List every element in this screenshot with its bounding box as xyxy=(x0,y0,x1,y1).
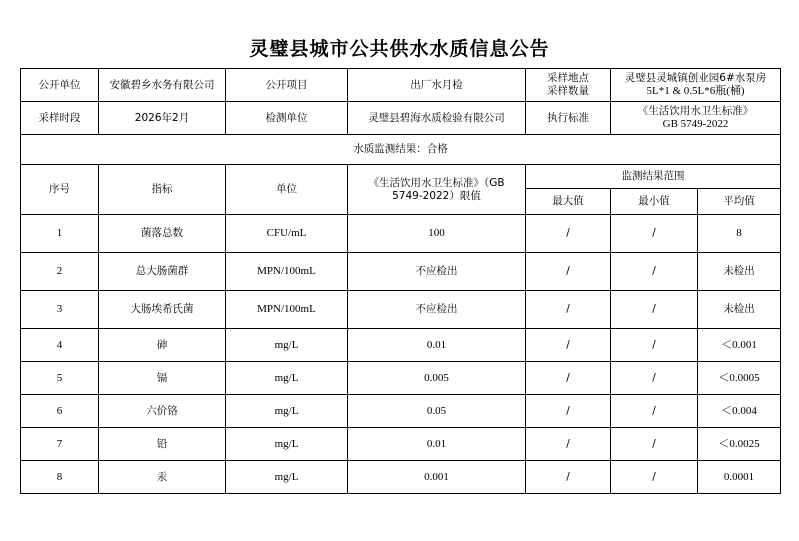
row-max: / xyxy=(526,395,611,428)
row-limit: 0.01 xyxy=(348,428,526,461)
table-row xyxy=(21,329,781,362)
row-no: 1 xyxy=(21,215,99,253)
row-min: / xyxy=(611,215,698,253)
row-no: 6 xyxy=(21,395,99,428)
row-unit: MPN/100mL xyxy=(226,291,348,329)
row-indicator: 总大肠菌群 xyxy=(99,253,226,291)
row-avg: ＜0.004 xyxy=(698,395,781,428)
row-indicator: 大肠埃希氏菌 xyxy=(99,291,226,329)
standard-line-1: 《生活饮用水卫生标准》 xyxy=(637,105,754,117)
standard-line-2: GB 5749-2022 xyxy=(662,118,729,130)
info-row-2 xyxy=(21,102,781,135)
publisher-label: 公开单位 xyxy=(21,69,99,102)
table-row xyxy=(21,253,781,291)
row-no: 3 xyxy=(21,291,99,329)
row-no: 8 xyxy=(21,461,99,494)
table-row xyxy=(21,395,781,428)
row-indicator: 镉 xyxy=(99,362,226,395)
row-limit: 0.05 xyxy=(348,395,526,428)
header-min: 最小值 xyxy=(611,189,698,215)
sampling-site-label: 采样地点 xyxy=(547,72,589,84)
item-value: 出厂水月检 xyxy=(348,69,526,102)
row-limit: 0.001 xyxy=(348,461,526,494)
standard-value xyxy=(611,102,781,135)
row-no: 5 xyxy=(21,362,99,395)
row-unit: CFU/mL xyxy=(226,215,348,253)
row-indicator: 六价铬 xyxy=(99,395,226,428)
row-max: / xyxy=(526,428,611,461)
header-row-1 xyxy=(21,165,781,189)
time-label: 采样时段 xyxy=(21,102,99,135)
row-indicator: 汞 xyxy=(99,461,226,494)
publisher-value: 安徽碧乡水务有限公司 xyxy=(99,69,226,102)
table-row xyxy=(21,291,781,329)
row-min: / xyxy=(611,362,698,395)
row-avg: 未检出 xyxy=(698,291,781,329)
row-unit: mg/L xyxy=(226,329,348,362)
row-min: / xyxy=(611,461,698,494)
row-max: / xyxy=(526,291,611,329)
row-avg: ＜0.0005 xyxy=(698,362,781,395)
header-max: 最大值 xyxy=(526,189,611,215)
row-max: / xyxy=(526,215,611,253)
row-min: / xyxy=(611,395,698,428)
sampling-qty-value: 5L*1 & 0.5L*6瓶(桶) xyxy=(646,85,745,97)
row-limit: 0.005 xyxy=(348,362,526,395)
header-limit: 《生活饮用水卫生标准》（GB 5749-2022）限值 xyxy=(348,165,526,215)
row-no: 4 xyxy=(21,329,99,362)
row-limit: 不应检出 xyxy=(348,253,526,291)
row-max: / xyxy=(526,362,611,395)
sampling-values xyxy=(611,69,781,102)
row-avg: ＜0.0025 xyxy=(698,428,781,461)
row-unit: mg/L xyxy=(226,461,348,494)
lab-value: 灵璧县碧海水质检验有限公司 xyxy=(348,102,526,135)
row-no: 2 xyxy=(21,253,99,291)
row-limit: 不应检出 xyxy=(348,291,526,329)
row-unit: mg/L xyxy=(226,428,348,461)
row-max: / xyxy=(526,253,611,291)
header-avg: 平均值 xyxy=(698,189,781,215)
standard-label: 执行标准 xyxy=(526,102,611,135)
row-max: / xyxy=(526,329,611,362)
result-row xyxy=(21,135,781,165)
lab-label: 检测单位 xyxy=(226,102,348,135)
table-row xyxy=(21,428,781,461)
sampling-labels xyxy=(526,69,611,102)
row-indicator: 铅 xyxy=(99,428,226,461)
sampling-site-value: 灵璧县灵城镇创业园6#水泵房 xyxy=(624,72,767,84)
row-min: / xyxy=(611,428,698,461)
item-label: 公开项目 xyxy=(226,69,348,102)
row-unit: MPN/100mL xyxy=(226,253,348,291)
row-avg: ＜0.001 xyxy=(698,329,781,362)
table-row xyxy=(21,215,781,253)
time-value: 2026年2月 xyxy=(99,102,226,135)
row-no: 7 xyxy=(21,428,99,461)
header-range: 监测结果范围 xyxy=(526,165,781,189)
sampling-qty-label: 采样数量 xyxy=(547,85,589,97)
row-avg: 未检出 xyxy=(698,253,781,291)
row-unit: mg/L xyxy=(226,395,348,428)
row-max: / xyxy=(526,461,611,494)
row-min: / xyxy=(611,291,698,329)
row-avg: 8 xyxy=(698,215,781,253)
water-quality-table xyxy=(20,68,781,494)
info-row-1 xyxy=(21,69,781,102)
header-indicator: 指标 xyxy=(99,165,226,215)
row-min: / xyxy=(611,253,698,291)
header-no: 序号 xyxy=(21,165,99,215)
row-limit: 100 xyxy=(348,215,526,253)
page-title: 灵璧县城市公共供水水质信息公告 xyxy=(249,38,550,60)
row-indicator: 菌落总数 xyxy=(99,215,226,253)
row-min: / xyxy=(611,329,698,362)
row-indicator: 砷 xyxy=(99,329,226,362)
header-unit: 单位 xyxy=(226,165,348,215)
table-row xyxy=(21,362,781,395)
result-text: 水质监测结果：合格 xyxy=(21,135,781,165)
row-avg: 0.0001 xyxy=(698,461,781,494)
row-unit: mg/L xyxy=(226,362,348,395)
row-limit: 0.01 xyxy=(348,329,526,362)
table-row xyxy=(21,461,781,494)
